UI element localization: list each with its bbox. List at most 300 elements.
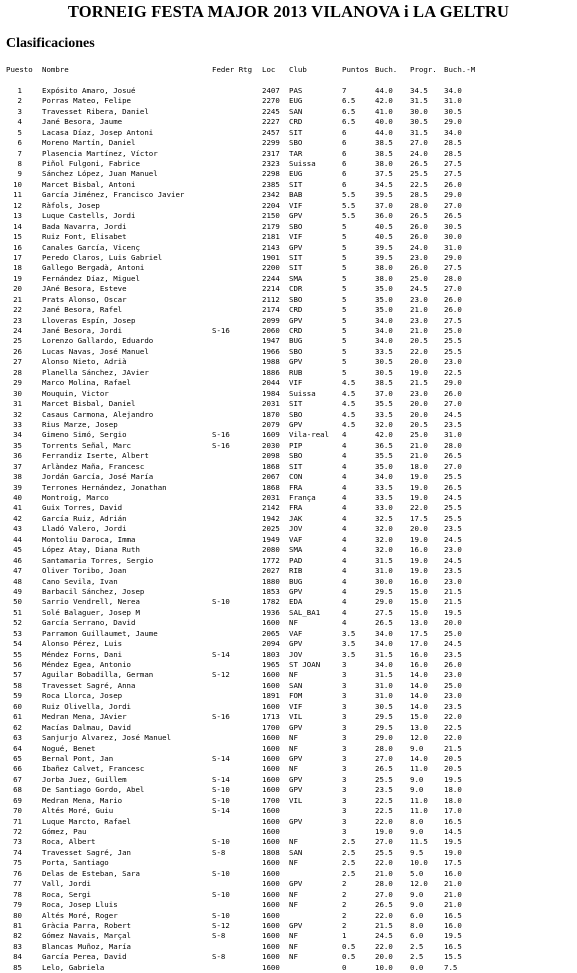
table-row <box>6 128 577 138</box>
cell-buchholz: 19.0 <box>375 827 393 836</box>
cell-points: 6 <box>342 159 347 168</box>
cell-points: 4 <box>342 534 347 544</box>
cell-buchholz-median: 22.5 <box>444 722 462 732</box>
cell-buchholz: 25.5 <box>375 774 393 784</box>
cell-club: SIT <box>289 127 303 137</box>
cell-points: 3.5 <box>342 639 356 649</box>
cell-position: 85 <box>13 962 22 972</box>
cell-progressive: 27.0 <box>410 138 428 148</box>
cell-position: 61 <box>13 712 22 722</box>
cell-rating: 2027 <box>262 566 280 576</box>
cell-progressive: 23.0 <box>410 252 428 262</box>
cell-points: 5 <box>342 232 347 242</box>
cell-rating: 1600 <box>262 753 280 763</box>
cell-name: García Perea, David <box>42 952 127 962</box>
cell-position: 2 <box>17 96 22 106</box>
cell-club: NF <box>289 743 298 753</box>
cell-buchholz-median: 29.0 <box>444 252 462 262</box>
cell-rating: 1988 <box>262 357 280 367</box>
cell-buchholz: 33.5 <box>375 409 393 419</box>
cell-position: 9 <box>17 169 22 179</box>
cell-progressive: 9.5 <box>410 847 424 857</box>
cell-rating: 1600 <box>262 806 280 816</box>
cell-rating: 1600 <box>262 774 280 784</box>
cell-club: CRD <box>289 305 303 315</box>
cell-name: Plasencia Martínez, Víctor <box>42 148 158 158</box>
cell-position: 35 <box>13 440 22 450</box>
cell-buchholz: 37.5 <box>375 169 393 179</box>
cell-club: PAS <box>289 85 303 95</box>
cell-progressive: 30.5 <box>410 117 428 127</box>
cell-points: 6.5 <box>342 106 356 116</box>
cell-name: Lacasa Díaz, Josep Antoni <box>42 127 154 137</box>
cell-progressive: 16.0 <box>410 660 428 669</box>
table-row <box>6 316 577 326</box>
cell-position: 65 <box>13 753 22 763</box>
cell-progressive: 9.0 <box>410 774 424 784</box>
cell-buchholz: 34.0 <box>375 639 393 649</box>
cell-buchholz-median: 19.5 <box>444 607 462 617</box>
cell-position: 38 <box>13 472 22 482</box>
cell-rating: 1600 <box>262 837 280 847</box>
table-row <box>6 608 577 618</box>
cell-club: SMA <box>289 545 303 555</box>
cell-progressive: 11.5 <box>410 837 428 847</box>
cell-position: 76 <box>13 868 22 878</box>
cell-club: SIT <box>289 179 303 189</box>
cell-name: Luque Castells, Jordi <box>42 211 136 221</box>
cell-progressive: 26.5 <box>410 159 428 168</box>
cell-club: PIP <box>289 440 303 450</box>
cell-points: 4.5 <box>342 378 356 388</box>
cell-buchholz: 26.5 <box>375 764 393 774</box>
cell-progressive: 26.0 <box>410 221 428 231</box>
cell-club: GPV <box>289 639 303 649</box>
cell-club: Vila-real <box>289 430 330 440</box>
cell-position: 13 <box>13 211 22 221</box>
cell-buchholz-median: 27.0 <box>444 461 462 471</box>
cell-position: 5 <box>17 127 22 137</box>
cell-name: Barbacil Sánchez, Josep <box>42 586 145 596</box>
table-header <box>6 65 577 75</box>
cell-feder: S-16 <box>212 326 230 335</box>
cell-name: Rius Marze, Josep <box>42 419 118 429</box>
cell-club: SIT <box>289 461 303 471</box>
cell-points: 2.5 <box>342 858 356 868</box>
cell-name: Canales García, Vicenç <box>42 242 140 252</box>
cell-progressive: 26.0 <box>410 232 428 242</box>
cell-buchholz: 41.0 <box>375 106 393 116</box>
cell-buchholz-median: 22.0 <box>444 733 462 743</box>
cell-position: 41 <box>13 503 22 513</box>
table-row <box>6 691 577 701</box>
cell-club: NF <box>289 931 298 941</box>
cell-points: 3 <box>342 806 347 816</box>
cell-buchholz-median: 25.0 <box>444 628 462 638</box>
cell-buchholz: 29.5 <box>375 712 393 722</box>
standings-table <box>6 65 577 973</box>
cell-buchholz: 38.0 <box>375 263 393 273</box>
cell-progressive: 5.0 <box>410 868 424 878</box>
cell-progressive: 12.0 <box>410 733 428 743</box>
cell-name: Méndez Forns, Dani <box>42 649 123 659</box>
cell-points: 2 <box>342 889 347 899</box>
cell-name: Planella Sánchez, JAvier <box>42 367 149 377</box>
cell-name: Lladó Valero, Jordi <box>42 524 127 534</box>
cell-club: VAF <box>289 628 303 638</box>
cell-name: Macías Dalmau, David <box>42 722 131 732</box>
cell-progressive: 28.5 <box>410 190 428 200</box>
cell-buchholz: 32.0 <box>375 534 393 544</box>
cell-buchholz-median: 27.5 <box>444 169 462 179</box>
cell-position: 19 <box>13 273 22 283</box>
cell-name: Lucas Navas, José Manuel <box>42 346 149 356</box>
table-row <box>6 556 577 566</box>
cell-position: 48 <box>13 576 22 586</box>
cell-position: 11 <box>13 190 22 200</box>
cell-position: 46 <box>13 555 22 565</box>
cell-buchholz-median: 27.5 <box>444 159 462 168</box>
cell-buchholz-median: 21.5 <box>444 586 462 596</box>
cell-points: 4 <box>342 513 347 523</box>
cell-buchholz-median: 23.0 <box>444 576 462 586</box>
cell-buchholz-median: 25.5 <box>444 346 462 356</box>
cell-name: Ruiz Font, Elisabet <box>42 232 127 242</box>
cell-buchholz: 26.5 <box>375 900 393 910</box>
cell-position: 18 <box>13 263 22 273</box>
cell-position: 52 <box>13 618 22 628</box>
cell-buchholz: 44.0 <box>375 85 393 95</box>
cell-buchholz: 33.5 <box>375 346 393 356</box>
cell-buchholz: 27.0 <box>375 753 393 763</box>
cell-progressive: 24.5 <box>410 284 428 294</box>
cell-buchholz: 27.0 <box>375 837 393 847</box>
table-row <box>6 775 577 785</box>
cell-club: SBO <box>289 138 303 148</box>
cell-position: 84 <box>13 952 22 962</box>
cell-rating: 1600 <box>262 618 280 628</box>
cell-buchholz: 34.0 <box>375 315 393 325</box>
cell-position: 21 <box>13 294 22 304</box>
cell-name: Parramon Guillaumet, Jaume <box>42 628 158 638</box>
cell-position: 68 <box>13 785 22 795</box>
table-row <box>6 702 577 712</box>
cell-rating: 1600 <box>262 858 280 868</box>
cell-points: 7 <box>342 85 347 95</box>
cell-club: SAN <box>289 847 303 857</box>
cell-name: Jané Besora, Jaume <box>42 117 123 127</box>
cell-buchholz: 21.5 <box>375 920 393 930</box>
cell-buchholz: 39.5 <box>375 190 393 200</box>
cell-name: Bernal Pont, Jan <box>42 753 114 763</box>
cell-progressive: 21.0 <box>410 326 428 335</box>
cell-rating: 1868 <box>262 461 280 471</box>
cell-name: López Atay, Diana Ruth <box>42 545 140 555</box>
cell-buchholz-median: 20.5 <box>444 764 462 774</box>
cell-progressive: 6.0 <box>410 910 424 920</box>
cell-buchholz: 32.0 <box>375 545 393 555</box>
cell-club: GPV <box>289 211 303 221</box>
cell-position: 47 <box>13 566 22 576</box>
cell-club: VAF <box>289 534 303 544</box>
table-row <box>6 378 577 388</box>
table-row <box>6 931 577 941</box>
cell-position: 62 <box>13 722 22 732</box>
cell-progressive: 14.0 <box>410 701 428 711</box>
cell-club: ST JOAN <box>289 660 321 669</box>
table-row <box>6 441 577 451</box>
cell-rating: 1600 <box>262 889 280 899</box>
cell-progressive: 9.0 <box>410 785 424 795</box>
table-row <box>6 952 577 962</box>
cell-buchholz-median: 30.5 <box>444 106 462 116</box>
cell-progressive: 15.0 <box>410 597 428 607</box>
cell-points: 4 <box>342 576 347 586</box>
cell-buchholz: 24.5 <box>375 931 393 941</box>
cell-club: CDR <box>289 284 303 294</box>
cell-club: GPV <box>289 315 303 325</box>
cell-progressive: 26.0 <box>410 263 428 273</box>
cell-rating: 1942 <box>262 513 280 523</box>
cell-buchholz: 38.5 <box>375 378 393 388</box>
cell-position: 14 <box>13 221 22 231</box>
cell-club: SBO <box>289 346 303 356</box>
cell-name: Expósito Amaro, Josué <box>42 85 136 95</box>
cell-club: NF <box>289 858 298 868</box>
cell-name: Gómez Navais, Marçal <box>42 931 131 941</box>
table-row <box>6 890 577 900</box>
cell-points: 3 <box>342 712 347 722</box>
cell-feder: S-14 <box>212 649 230 659</box>
cell-buchholz: 26.5 <box>375 618 393 628</box>
cell-points: 5 <box>342 305 347 315</box>
cell-feder: S-8 <box>212 931 226 941</box>
cell-buchholz-median: 23.5 <box>444 419 462 429</box>
cell-progressive: 17.5 <box>410 513 428 523</box>
cell-buchholz: 27.0 <box>375 889 393 899</box>
cell-club: Suissa <box>289 159 316 168</box>
cell-buchholz: 38.0 <box>375 159 393 168</box>
table-row <box>6 138 577 148</box>
table-row <box>6 190 577 200</box>
table-row <box>6 149 577 159</box>
cell-club: FRA <box>289 482 303 492</box>
header-buch: Buch. <box>375 65 398 74</box>
cell-name: Moreno Martín, Daniel <box>42 138 136 148</box>
cell-position: 82 <box>13 931 22 941</box>
cell-points: 2.5 <box>342 868 356 878</box>
cell-position: 34 <box>13 430 22 440</box>
cell-points: 0.5 <box>342 952 356 962</box>
cell-rating: 2067 <box>262 472 280 482</box>
cell-buchholz-median: 19.5 <box>444 837 462 847</box>
header-club: Club <box>289 65 307 74</box>
cell-points: 5 <box>342 284 347 294</box>
cell-name: Lloveras Espín, Josep <box>42 315 136 325</box>
cell-buchholz: 23.5 <box>375 785 393 795</box>
cell-buchholz: 44.0 <box>375 127 393 137</box>
cell-name: Jordán García, José María <box>42 472 154 482</box>
table-row <box>6 180 577 190</box>
table-row <box>6 514 577 524</box>
cell-points: 4 <box>342 440 347 450</box>
cell-buchholz-median: 23.5 <box>444 566 462 576</box>
cell-position: 80 <box>13 910 22 920</box>
cell-position: 10 <box>13 179 22 189</box>
cell-club: Suissa <box>289 388 316 398</box>
cell-buchholz: 29.0 <box>375 597 393 607</box>
cell-position: 83 <box>13 941 22 951</box>
table-row <box>6 817 577 827</box>
cell-name: Marcet Bisbal, Daniel <box>42 399 136 409</box>
cell-feder: S-10 <box>212 597 230 607</box>
cell-buchholz-median: 25.5 <box>444 513 462 523</box>
cell-club: EUG <box>289 96 303 106</box>
cell-points: 5.5 <box>342 190 356 200</box>
table-row <box>6 420 577 430</box>
cell-buchholz: 35.0 <box>375 461 393 471</box>
cell-name: Arlàndez Maña, Francesc <box>42 461 145 471</box>
cell-rating: 2299 <box>262 138 280 148</box>
cell-rating: 1600 <box>262 952 280 962</box>
cell-progressive: 2.5 <box>410 952 424 962</box>
cell-rating: 2098 <box>262 451 280 461</box>
cell-position: 67 <box>13 774 22 784</box>
cell-buchholz-median: 25.5 <box>444 336 462 346</box>
cell-buchholz-median: 34.0 <box>444 85 462 95</box>
cell-position: 4 <box>17 117 22 127</box>
cell-position: 7 <box>17 148 22 158</box>
cell-club: EUG <box>289 169 303 179</box>
cell-rating: 1966 <box>262 346 280 356</box>
cell-name: Marco Molina, Rafael <box>42 378 131 388</box>
cell-position: 43 <box>13 524 22 534</box>
cell-club: SAN <box>289 680 303 690</box>
cell-buchholz: 31.5 <box>375 670 393 680</box>
cell-position: 71 <box>13 816 22 826</box>
cell-rating: 1600 <box>262 827 280 836</box>
cell-rating: 1600 <box>262 743 280 753</box>
cell-buchholz: 34.0 <box>375 628 393 638</box>
cell-points: 5 <box>342 252 347 262</box>
cell-rating: 2079 <box>262 419 280 429</box>
table-row <box>6 326 577 336</box>
cell-progressive: 24.0 <box>410 242 428 252</box>
cell-club: RIB <box>289 566 303 576</box>
cell-club: SBO <box>289 221 303 231</box>
table-row <box>6 629 577 639</box>
cell-buchholz: 31.0 <box>375 566 393 576</box>
cell-rating: 1880 <box>262 576 280 586</box>
cell-name: Medran Mena, Mario <box>42 795 123 805</box>
cell-position: 31 <box>13 399 22 409</box>
cell-club: CON <box>289 472 303 482</box>
cell-buchholz-median: 26.0 <box>444 294 462 304</box>
cell-rating: 1901 <box>262 252 280 262</box>
cell-club: CRD <box>289 117 303 127</box>
cell-rating: 2179 <box>262 221 280 231</box>
cell-buchholz-median: 31.0 <box>444 242 462 252</box>
table-row <box>6 744 577 754</box>
cell-buchholz-median: 25.0 <box>444 680 462 690</box>
cell-rating: 1772 <box>262 555 280 565</box>
table-row <box>6 410 577 420</box>
cell-name: Gallego Bergadà, Antoni <box>42 263 145 273</box>
cell-progressive: 22.5 <box>410 179 428 189</box>
cell-points: 5 <box>342 263 347 273</box>
cell-rating: 1782 <box>262 597 280 607</box>
cell-rating: 1600 <box>262 670 280 680</box>
cell-progressive: 9.0 <box>410 900 424 910</box>
cell-buchholz: 35.0 <box>375 284 393 294</box>
cell-buchholz-median: 15.5 <box>444 952 462 962</box>
cell-points: 3 <box>342 795 347 805</box>
cell-buchholz-median: 14.5 <box>444 827 462 836</box>
cell-buchholz-median: 20.5 <box>444 753 462 763</box>
cell-points: 6 <box>342 138 347 148</box>
cell-rating: 2270 <box>262 96 280 106</box>
cell-name: Roca, Sergi <box>42 889 91 899</box>
cell-buchholz-median: 24.5 <box>444 534 462 544</box>
cell-buchholz: 30.5 <box>375 701 393 711</box>
cell-position: 1 <box>17 85 22 95</box>
cell-club: JAK <box>289 513 303 523</box>
cell-points: 4 <box>342 461 347 471</box>
cell-club: GPV <box>289 242 303 252</box>
cell-club: GPV <box>289 753 303 763</box>
cell-feder: S-14 <box>212 774 230 784</box>
cell-rating: 2099 <box>262 315 280 325</box>
cell-rating: 2150 <box>262 211 280 221</box>
cell-progressive: 21.5 <box>410 378 428 388</box>
cell-points: 5 <box>342 221 347 231</box>
cell-progressive: 9.0 <box>410 827 424 836</box>
cell-club: RUB <box>289 367 303 377</box>
cell-rating: 2065 <box>262 628 280 638</box>
table-row <box>6 117 577 127</box>
cell-buchholz: 38.5 <box>375 148 393 158</box>
cell-name: Torrents Señal, Marc <box>42 440 131 450</box>
cell-buchholz-median: 16.5 <box>444 941 462 951</box>
table-row <box>6 462 577 472</box>
cell-position: 28 <box>13 367 22 377</box>
cell-club: SAL_BA1 <box>289 607 321 617</box>
cell-buchholz-median: 23.0 <box>444 357 462 367</box>
table-row <box>6 368 577 378</box>
cell-buchholz-median: 27.0 <box>444 284 462 294</box>
cell-position: 20 <box>13 284 22 294</box>
cell-buchholz-median: 16.0 <box>444 868 462 878</box>
cell-feder: S-16 <box>212 430 230 440</box>
cell-buchholz: 29.0 <box>375 733 393 743</box>
cell-feder: S-8 <box>212 952 226 962</box>
table-row <box>6 545 577 555</box>
cell-position: 75 <box>13 858 22 868</box>
cell-rating: 1868 <box>262 482 280 492</box>
cell-name: Montoliu Daroca, Imma <box>42 534 136 544</box>
cell-buchholz: 31.5 <box>375 649 393 659</box>
cell-name: Nogué, Benet <box>42 743 96 753</box>
cell-position: 63 <box>13 733 22 743</box>
cell-buchholz: 30.5 <box>375 357 393 367</box>
cell-buchholz-median: 16.5 <box>444 816 462 826</box>
cell-position: 70 <box>13 806 22 816</box>
cell-buchholz: 22.0 <box>375 941 393 951</box>
cell-name: Prats Alonso, Oscar <box>42 294 127 304</box>
table-row <box>6 618 577 628</box>
cell-points: 2.5 <box>342 837 356 847</box>
cell-name: Cano Sevila, Ivan <box>42 576 118 586</box>
